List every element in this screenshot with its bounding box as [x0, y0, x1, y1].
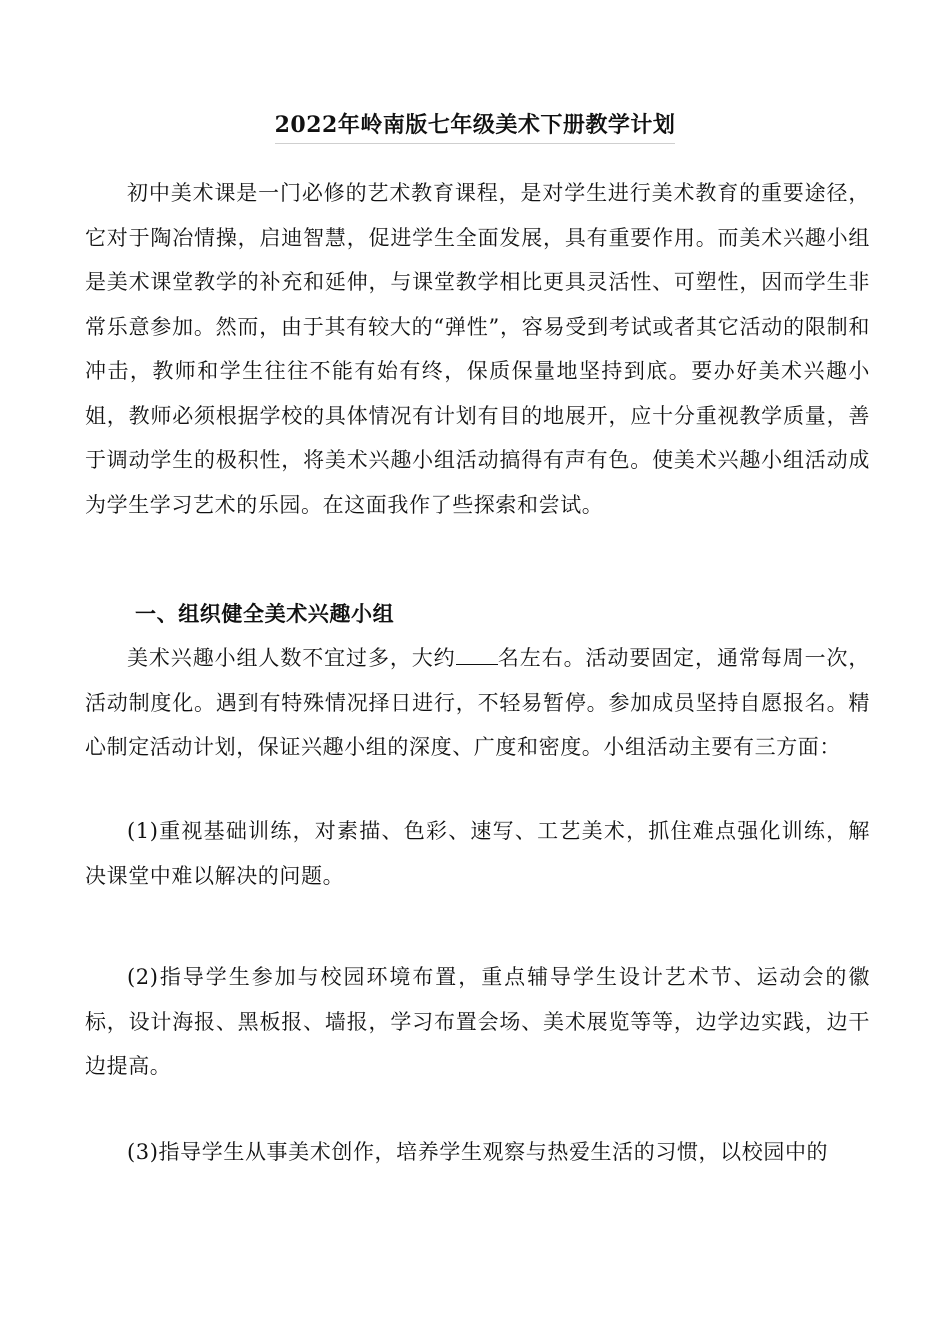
section1-paragraph [85, 636, 870, 770]
section-heading: 一、组织健全美术兴趣小组 [135, 601, 395, 626]
section1-text-after: 名左右。活动要固定，通常每周一次，活动制度化。遇到有特殊情况择日进行，不轻易暂停。参加成员坚持自愿报名。精心制定活动计划，保证兴趣小组的深度、广度和密度。小组活动主要有三方面： [85, 646, 870, 759]
intro-paragraph: 初中美术课是一门必修的艺术教育课程，是对学生进行美术教育的重要途径，它对于陶冶情操，启迪智慧，促进学生全面发展，具有重要作用。而美术兴趣小组是美术课堂教学的补充和延伸，与课堂教学相比更具灵活性、可塑性，因而学生非常乐意参加。然而，由于其有较大的“弹性”，容易受到考试或者其它活动的限制和冲击，教师和学生往往不能有始有终，保质保量地坚持到底。要办好美术兴趣小姐，教师必须根据学校的具体情况有计划有目的地展开，应十分重视教学质量，善于调动学生的极积性，将美术兴趣小组活动搞得有声有色。使美术兴趣小组活动成为学生学习艺术的乐园。在这面我作了些探索和尝试。 [85, 181, 870, 517]
list-item-2: (2)指导学生参加与校园环境布置，重点辅导学生设计艺术节、运动会的徽标，设计海报、黑板报、墙报，学习布置会场、美术展览等等，边学边实践，边干边提高。 [85, 965, 870, 1078]
document-title: 2022年岭南版七年级美术下册教学计划 [275, 108, 676, 144]
document-title-wrapper [0, 108, 950, 144]
fill-in-blank [456, 643, 498, 665]
section1-text-before: 美术兴趣小组人数不宜过多，大约 [127, 646, 456, 670]
list-item-1: (1)重视基础训练，对素描、色彩、速写、工艺美术，抓住难点强化训练，解决课堂中难以解决的问题。 [85, 819, 870, 888]
list-item-3: (3)指导学生从事美术创作，培养学生观察与热爱生活的习惯，以校园中的 [127, 1140, 829, 1164]
